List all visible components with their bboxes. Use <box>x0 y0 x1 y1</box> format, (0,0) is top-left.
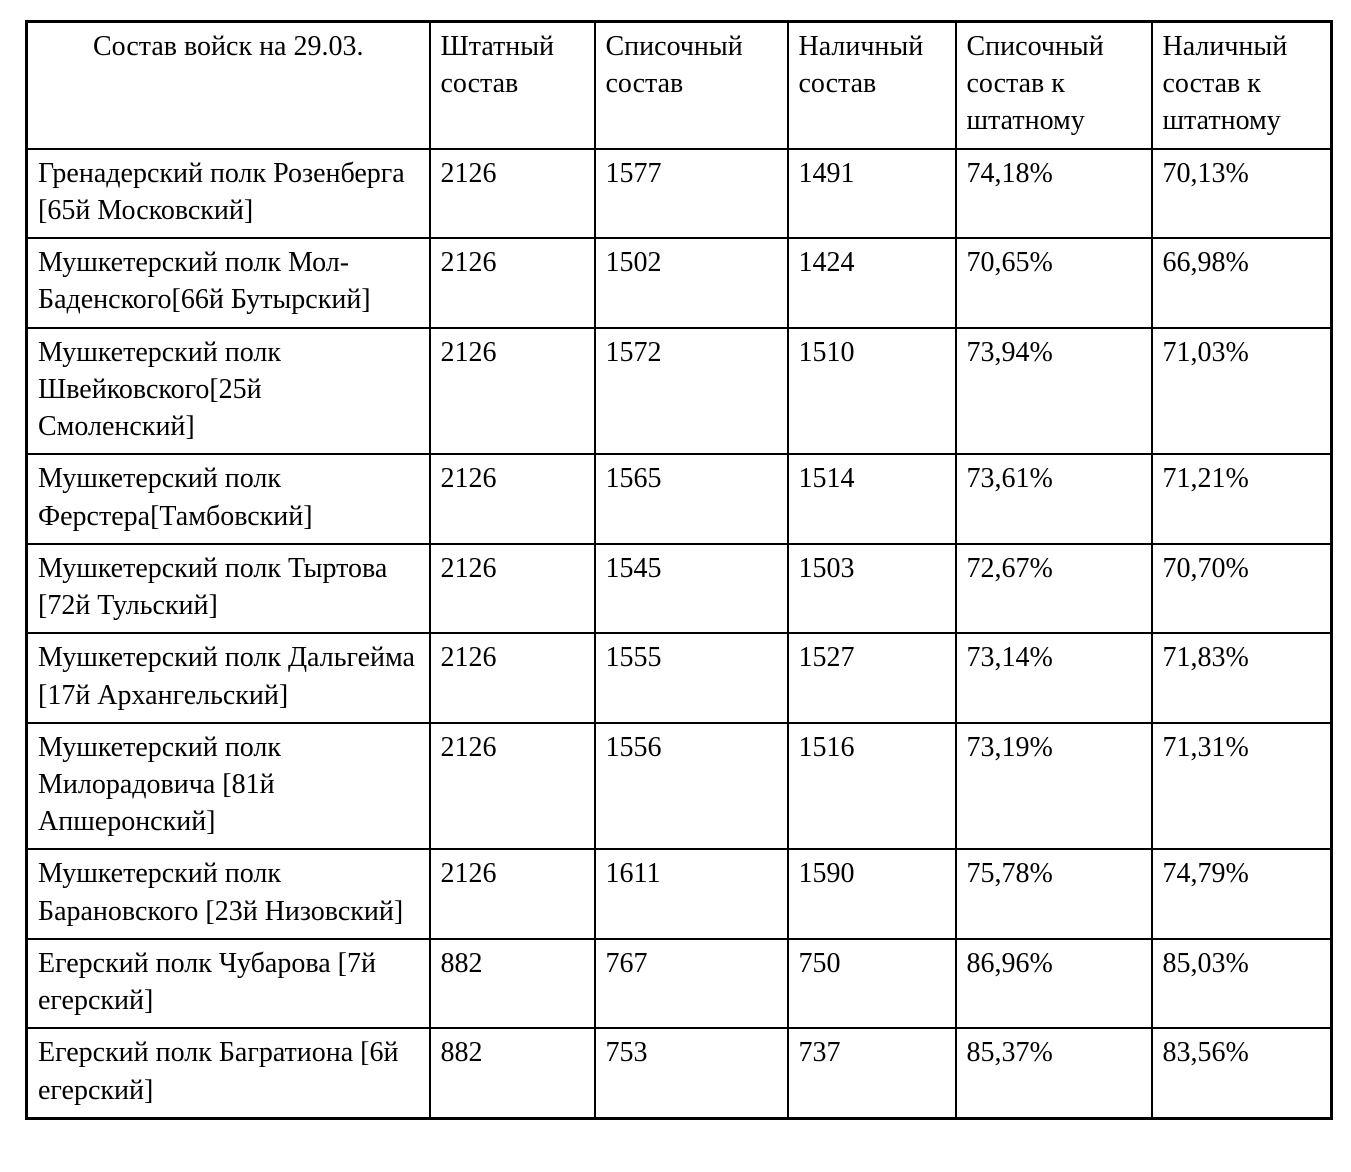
value-cell: 71,31% <box>1152 723 1332 850</box>
value-cell: 72,67% <box>956 544 1152 633</box>
table-row <box>27 328 1332 455</box>
value-cell: 2126 <box>430 238 595 327</box>
value-cell: 1577 <box>595 149 788 238</box>
value-cell: 2126 <box>430 849 595 938</box>
value-cell: 2126 <box>430 633 595 722</box>
value-cell: 750 <box>788 939 956 1028</box>
value-cell: 882 <box>430 939 595 1028</box>
unit-name-cell: Мушкетерский полк Барановского [23й Низовский] <box>27 849 430 938</box>
value-cell: 767 <box>595 939 788 1028</box>
value-cell: 70,65% <box>956 238 1152 327</box>
header-present-to-staff-pct: Наличный состав к штатному <box>1152 22 1332 149</box>
value-cell: 1611 <box>595 849 788 938</box>
unit-name-cell: Мушкетерский полк Милорадовича [81й Апшеронский] <box>27 723 430 850</box>
table-row <box>27 149 1332 238</box>
unit-name-cell: Мушкетерский полк Мол-Баденского[66й Бутырский] <box>27 238 430 327</box>
value-cell: 2126 <box>430 149 595 238</box>
value-cell: 85,03% <box>1152 939 1332 1028</box>
unit-name-cell: Мушкетерский полк Тыртова [72й Тульский] <box>27 544 430 633</box>
table-row <box>27 454 1332 543</box>
header-list-strength: Списочный состав <box>595 22 788 149</box>
table-body <box>27 149 1332 1119</box>
header-unit-composition: Состав войск на 29.03. <box>27 22 430 149</box>
value-cell: 73,14% <box>956 633 1152 722</box>
header-list-to-staff-pct: Списочный состав к штатному <box>956 22 1152 149</box>
value-cell: 753 <box>595 1028 788 1118</box>
table-row <box>27 723 1332 850</box>
value-cell: 70,13% <box>1152 149 1332 238</box>
value-cell: 882 <box>430 1028 595 1118</box>
value-cell: 1502 <box>595 238 788 327</box>
value-cell: 66,98% <box>1152 238 1332 327</box>
unit-name-cell: Мушкетерский полк Швейковского[25й Смоленский] <box>27 328 430 455</box>
value-cell: 1510 <box>788 328 956 455</box>
value-cell: 85,37% <box>956 1028 1152 1118</box>
value-cell: 74,79% <box>1152 849 1332 938</box>
table-row <box>27 544 1332 633</box>
value-cell: 2126 <box>430 328 595 455</box>
value-cell: 1514 <box>788 454 956 543</box>
value-cell: 73,61% <box>956 454 1152 543</box>
value-cell: 1590 <box>788 849 956 938</box>
value-cell: 71,83% <box>1152 633 1332 722</box>
value-cell: 1424 <box>788 238 956 327</box>
value-cell: 1527 <box>788 633 956 722</box>
value-cell: 86,96% <box>956 939 1152 1028</box>
value-cell: 73,19% <box>956 723 1152 850</box>
value-cell: 2126 <box>430 544 595 633</box>
table-row <box>27 633 1332 722</box>
value-cell: 1555 <box>595 633 788 722</box>
value-cell: 83,56% <box>1152 1028 1332 1118</box>
value-cell: 1572 <box>595 328 788 455</box>
table-row <box>27 849 1332 938</box>
value-cell: 1516 <box>788 723 956 850</box>
unit-name-cell: Егерский полк Багратиона [6й егерский] <box>27 1028 430 1118</box>
value-cell: 75,78% <box>956 849 1152 938</box>
unit-name-cell: Гренадерский полк Розенберга [65й Московский] <box>27 149 430 238</box>
value-cell: 737 <box>788 1028 956 1118</box>
troops-strength-table <box>25 20 1333 1120</box>
value-cell: 2126 <box>430 723 595 850</box>
header-present-strength: Наличный состав <box>788 22 956 149</box>
value-cell: 1565 <box>595 454 788 543</box>
value-cell: 1545 <box>595 544 788 633</box>
table-row <box>27 238 1332 327</box>
header-row <box>27 22 1332 149</box>
value-cell: 1491 <box>788 149 956 238</box>
value-cell: 73,94% <box>956 328 1152 455</box>
value-cell: 71,21% <box>1152 454 1332 543</box>
unit-name-cell: Мушкетерский полк Ферстера[Тамбовский] <box>27 454 430 543</box>
value-cell: 1556 <box>595 723 788 850</box>
header-staff-strength: Штатный состав <box>430 22 595 149</box>
value-cell: 2126 <box>430 454 595 543</box>
value-cell: 71,03% <box>1152 328 1332 455</box>
value-cell: 70,70% <box>1152 544 1332 633</box>
table-row <box>27 939 1332 1028</box>
value-cell: 74,18% <box>956 149 1152 238</box>
table-row <box>27 1028 1332 1118</box>
unit-name-cell: Мушкетерский полк Дальгейма [17й Архангельский] <box>27 633 430 722</box>
unit-name-cell: Егерский полк Чубарова [7й егерский] <box>27 939 430 1028</box>
value-cell: 1503 <box>788 544 956 633</box>
